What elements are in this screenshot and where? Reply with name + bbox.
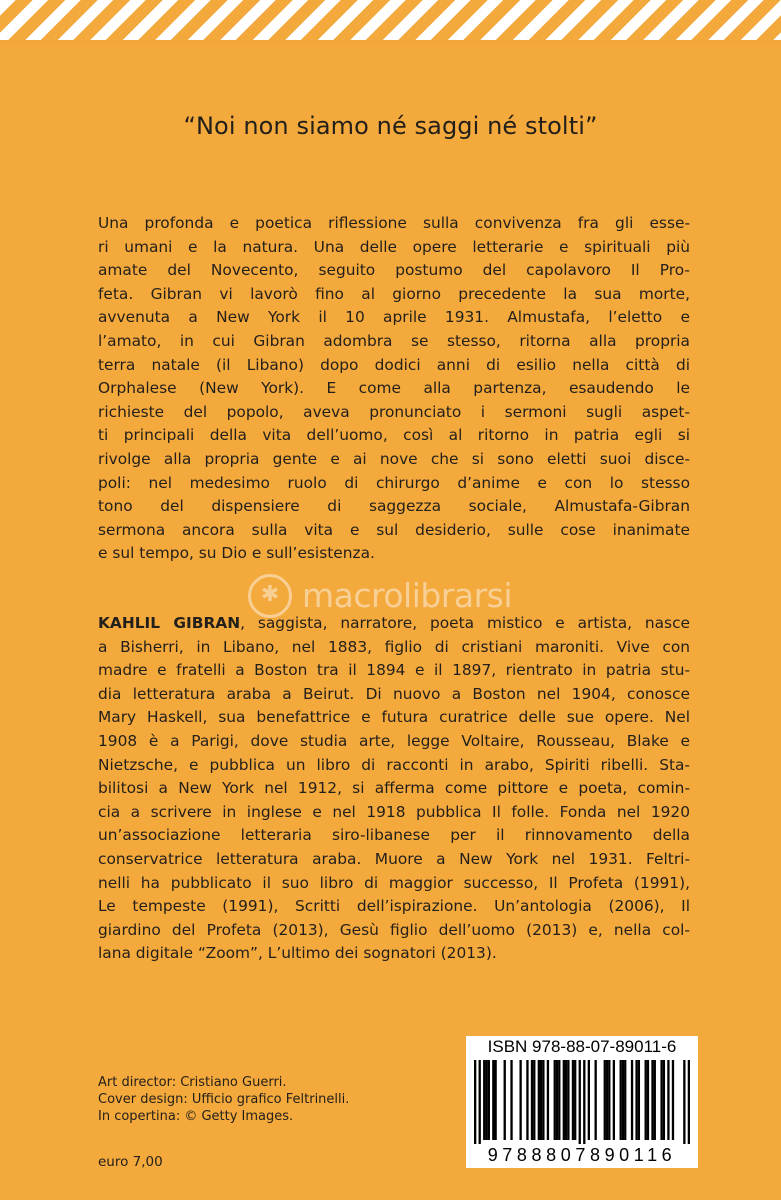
barcode-bar [531,1060,533,1140]
tagline-quote: “Noi non siamo né saggi né stolti” [183,112,598,140]
book-description [98,212,690,582]
description-line: richieste del popolo, aveva pronunciato i sermoni sugli aspet- [98,402,690,421]
bio-line: lana digitale “Zoom”, L’ultimo dei sognatori (2013). [98,944,497,963]
barcode-bar [494,1060,496,1140]
barcode-bar [558,1060,560,1140]
barcode-bar [504,1060,506,1140]
barcode-bar [540,1060,542,1140]
description-line: tono del dispensiere di saggezza sociale, Almustafa-Gibran [98,497,690,516]
barcode-bar [547,1060,549,1140]
barcode-bar [606,1060,608,1140]
barcode-bar [542,1060,544,1140]
description-line: avvenuta a New York il 10 aprile 1931. Almustafa, l’eletto e [98,308,690,327]
diagonal-stripe-band [0,0,781,40]
barcode-bar [519,1060,521,1140]
credits [98,1074,349,1125]
barcode-bar [533,1060,535,1140]
author-biography [98,612,690,962]
barcode-image [474,1060,690,1144]
price-label: euro 7,00 [98,1154,163,1170]
barcode-bar [567,1060,569,1140]
swirl-icon: ✱ [248,574,292,618]
barcode-bar [631,1060,633,1140]
bio-line: conservatrice letteratura araba. Muore a New York nel 1931. Feltri- [98,849,690,868]
barcode-bar [526,1060,528,1140]
barcode-bar [651,1060,653,1140]
barcode-bar [483,1060,485,1140]
barcode-bar [604,1060,606,1140]
barcode-bar [572,1060,574,1140]
barcode-bar [583,1060,585,1144]
bio-line: giardino del Profeta (2013), Gesù figlio dell’uomo (2013) e, nella col- [98,920,690,939]
description-line: poli: nel medesimo ruolo di chirurgo d’anime e con lo stesso [98,473,690,492]
barcode-bar [595,1060,597,1140]
barcode-bar [565,1060,567,1140]
description-line: terra natale (il Libano) dopo dodici anni di esilio nella città di [98,355,690,374]
barcode-bar [624,1060,626,1140]
isbn-number: ISBN 978-88-07-89011-6 [487,1037,677,1056]
barcode-bar [488,1060,490,1140]
barcode-bar [622,1060,624,1140]
ean-digits: 9788807890116 [487,1145,677,1165]
barcode-bar [485,1060,487,1140]
description-line: sermona ancora sulla vita e sul desiderio, sulle cose inanimate [98,520,690,539]
barcode-panel [466,1036,698,1168]
description-line: e sul tempo, su Dio e sull’esistenza. [98,544,375,563]
barcode-bar [672,1060,674,1140]
barcode-bar [654,1060,656,1140]
credit-art-director: Art director: Cristiano Guerri. [98,1075,287,1090]
barcode-bar [554,1060,556,1140]
barcode-bar [613,1060,615,1140]
barcode-bar [638,1060,640,1140]
description-line: Orphalese (New York). E come alla partenza, esaudendo le [98,379,690,398]
author-name: KAHLIL GIBRAN [98,614,241,632]
barcode-bar [620,1060,622,1140]
bio-line: a Bisherri, in Libano, nel 1883, figlio di cristiani maroniti. Vive con [98,637,690,656]
barcode-bar [660,1060,662,1140]
description-line: l’amato, in cui Gibran adombra se stesso, ritorna alla propria [98,331,690,350]
barcode-bar [479,1060,481,1144]
description-line: amate del Novecento, seguito postumo del capolavoro Il Pro- [98,261,690,280]
barcode-bar [645,1060,647,1140]
bio-line: bilitosi a New York nel 1912, si afferma come pittore e poeta, comin- [98,779,690,798]
bio-line: nelli ha pubblicato il suo libro di maggior successo, Il Profeta (1991), [98,873,690,892]
bio-line: un’associazione letteraria siro-libanese per il rinnovamento della [98,826,690,845]
description-line: feta. Gibran vi lavorò fino al giorno precedente la sua morte, [98,284,690,303]
barcode-bar [510,1060,512,1140]
barcode-bar [635,1060,637,1140]
barcode-bar [588,1060,590,1140]
barcode-bar [608,1060,610,1140]
barcode-bar [538,1060,540,1140]
barcode-bar [492,1060,494,1140]
bio-line: madre e fratelli a Boston tra il 1894 e il 1897, rientrato in patria stu- [98,661,690,680]
bio-line: 1908 è a Parigi, dove studia arte, legge Voltaire, Rousseau, Blake e [98,731,690,750]
barcode-bar [647,1060,649,1140]
barcode-bar [563,1060,565,1140]
bio-line: Mary Haskell, sua benefattrice e futura curatrice delle sue opere. Nel [98,708,690,727]
barcode-bar [574,1060,576,1140]
bio-first-line-rest: , saggista, narratore, poeta mistico e artista, nasce [240,614,690,632]
bio-line: Le tempeste (1991), Scritti dell’ispirazione. Un’antologia (2006), Il [98,897,690,916]
credit-cover-design: Cover design: Ufficio grafico Feltrinelli. [98,1092,350,1107]
barcode-bar [667,1060,669,1140]
watermark-text: macrolibrarsi [302,576,513,615]
description-line: Una profonda e poetica riflessione sulla convivenza fra gli esse- [98,214,690,232]
barcode-bar [663,1060,665,1140]
barcode-bar [579,1060,581,1144]
barcode-bar [688,1060,690,1144]
bio-first-line [98,612,690,636]
barcode-bar [683,1060,685,1144]
stripe-shadow [0,40,781,46]
description-line: rivolge alla propria gente e ai nove che si sono eletti suoi disce- [98,449,690,468]
barcode-bar [556,1060,558,1140]
bio-line: Nietzsche, e pubblica un libro di racconti in arabo, Spiriti ribelli. Sta- [98,755,690,774]
bio-line: cia a scrivere in inglese e nel 1918 pubblica Il folle. Fonda nel 1920 [98,802,690,821]
bio-line: dia letteratura araba a Beirut. Di nuovo a Boston nel 1904, conosce [98,684,690,703]
credit-cover-image: In copertina: © Getty Images. [98,1109,294,1124]
barcode-bar [474,1060,476,1144]
description-line: ri umani e la natura. Una delle opere letterarie e spirituali più [98,237,690,256]
description-line: ti principali della vita dell’uomo, così al ritorno in patria egli si [98,426,690,445]
